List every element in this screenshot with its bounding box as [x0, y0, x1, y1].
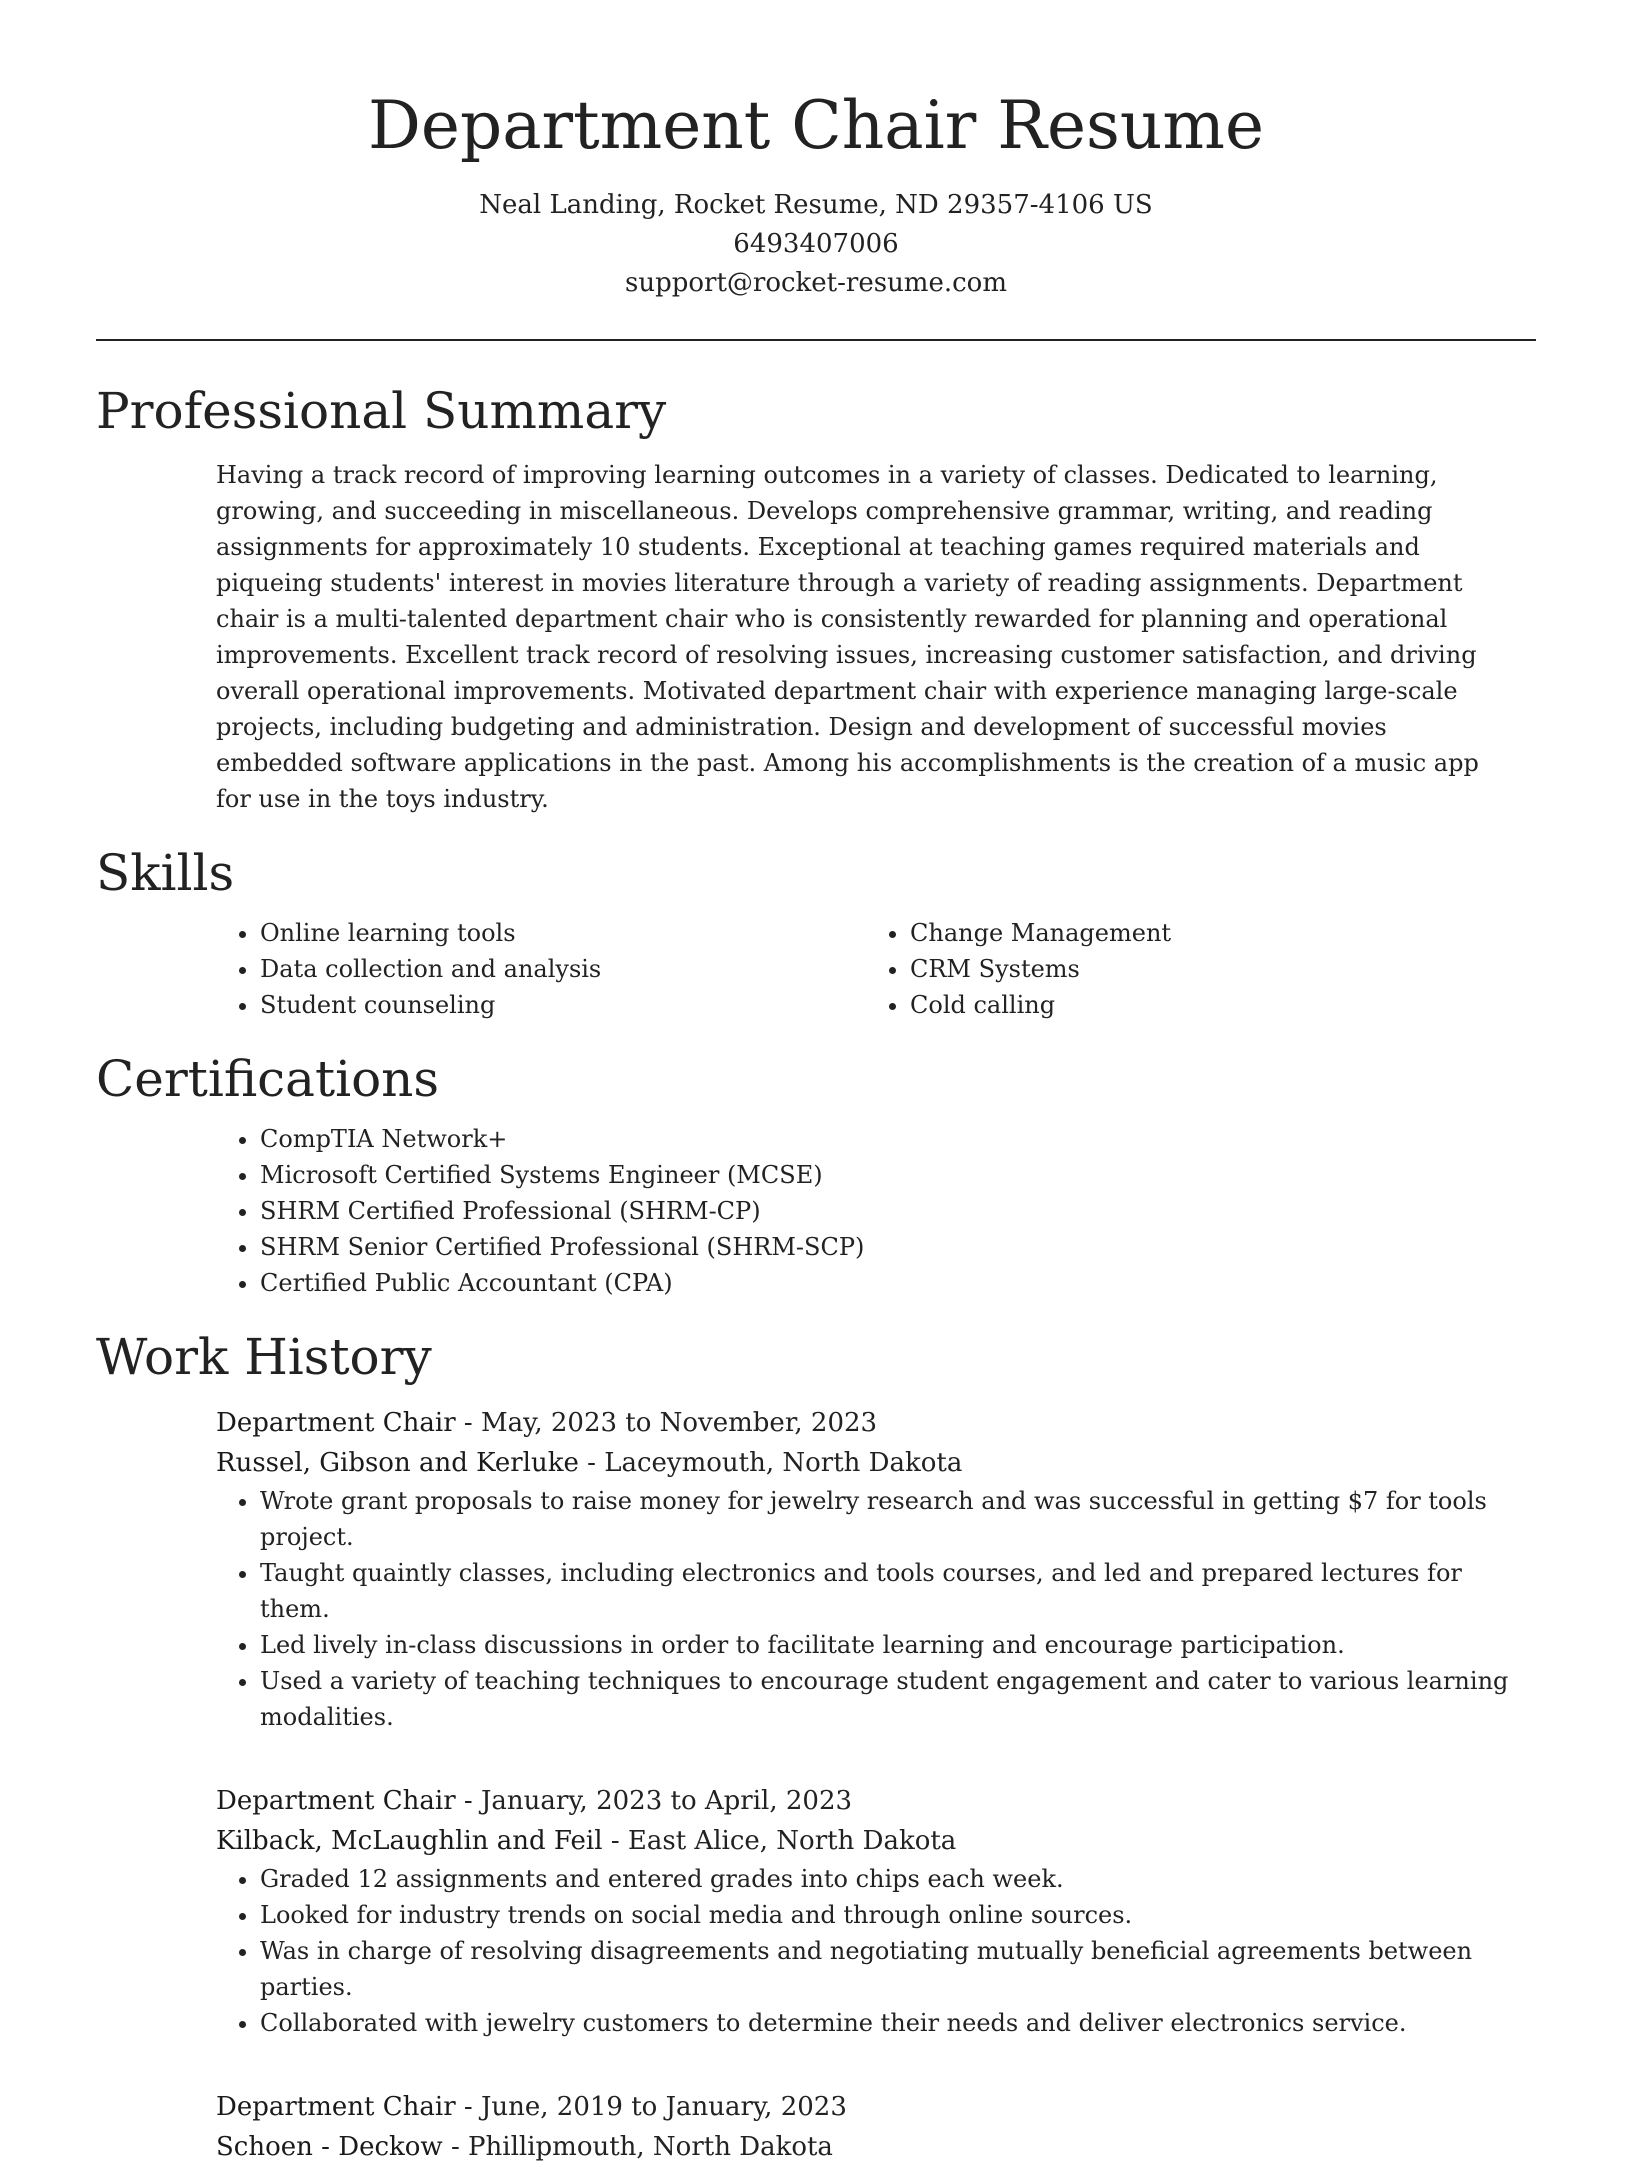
summary-heading: Professional Summary [96, 382, 667, 440]
job-company: Russel, Gibson and Kerluke [216, 1448, 579, 1478]
work-history-section [96, 1325, 1536, 2167]
certification-item: • SHRM Certified Professional (SHRM-CP) [260, 1193, 1516, 1229]
job-dates: May, 2023 to November, 2023 [480, 1408, 878, 1438]
job-entry [216, 2087, 1516, 2167]
certification-item: • SHRM Senior Certified Professional (SHRM-SCP) [260, 1229, 1516, 1265]
job-dates: January, 2023 to April, 2023 [480, 1786, 853, 1816]
skills-grid [216, 915, 1516, 1023]
job-bullet: • Graded 12 assignments and entered grades into chips each week. [260, 1861, 1516, 1897]
skills-heading: Skills [96, 844, 235, 902]
job-bullet-list [216, 1861, 1516, 2041]
job-location: Laceymouth, North Dakota [604, 1448, 963, 1478]
summary-text: Having a track record of improving learning outcomes in a variety of classes. Dedicated to learning, growing, and succeeding in miscellaneous. Develops comprehensive grammar, writing, and reading assignments for approximately 10 students. Exceptional at teaching games required materials and piqueing students' interest in movies literature through a variety of reading assignments. Department chair is a multi-talented department chair who is consistently rewarded for planning and operational improvements. Excellent track record of resolving issues, increasing customer satisfaction, and driving overall operational improvements. Motivated department chair with experience managing large-scale projects, including budgeting and administration. Design and development of successful movies embedded software applications in the past. Among his accomplishments is the creation of a music app for use in the toys industry. [216, 461, 1479, 813]
resume-page [96, 0, 1536, 2167]
job-dates: June, 2019 to January, 2023 [480, 2092, 847, 2122]
job-entry [216, 1403, 1516, 1735]
job-separator: - [602, 1826, 628, 1856]
job-location: East Alice, North Dakota [627, 1826, 957, 1856]
contact-info [96, 186, 1536, 303]
job-bullet: • Wrote grant proposals to raise money for jewelry research and was successful in getting $7 for tools project. [260, 1483, 1516, 1555]
summary-section [96, 379, 1536, 817]
skill-item: • Change Management [910, 915, 1516, 951]
certifications-section [96, 1047, 1536, 1301]
job-title-line [216, 1403, 1516, 1443]
certification-item: • Microsoft Certified Systems Engineer (MCSE) [260, 1157, 1516, 1193]
job-title: Department Chair [216, 1408, 456, 1438]
certifications-heading: Certifications [96, 1050, 440, 1108]
job-company-line [216, 2127, 1516, 2167]
job-bullet: • Collaborated with jewelry customers to determine their needs and deliver electronics service. [260, 2005, 1516, 2041]
job-location: Phillipmouth, North Dakota [468, 2132, 833, 2162]
skill-item: • Data collection and analysis [260, 951, 866, 987]
job-bullet-list [216, 1483, 1516, 1735]
contact-address: Neal Landing, Rocket Resume, ND 29357-4106 US [479, 190, 1153, 220]
job-separator: - [455, 1786, 481, 1816]
job-company-line [216, 1821, 1516, 1861]
job-title-line [216, 2087, 1516, 2127]
skills-section [96, 841, 1536, 1023]
skills-list-left [216, 915, 866, 1023]
job-company: Schoen - Deckow [216, 2132, 443, 2162]
resume-title: Department Chair Resume [367, 87, 1265, 164]
skill-item: • CRM Systems [910, 951, 1516, 987]
skills-column-left [216, 915, 866, 1023]
job-title: Department Chair [216, 1786, 456, 1816]
job-bullet: • Was in charge of resolving disagreements and negotiating mutually beneficial agreements between parties. [260, 1933, 1516, 2005]
certifications-list [216, 1121, 1516, 1301]
job-separator: - [442, 2132, 469, 2162]
job-bullet: • Taught quaintly classes, including electronics and tools courses, and led and prepared lectures for them. [260, 1555, 1516, 1627]
job-separator: - [455, 1408, 481, 1438]
skill-item: • Student counseling [260, 987, 866, 1023]
contact-email: support@rocket-resume.com [624, 268, 1007, 298]
skills-list-right [866, 915, 1516, 1023]
job-title-line [216, 1781, 1516, 1821]
resume-header [96, 0, 1536, 303]
work-history-heading: Work History [96, 1328, 432, 1386]
certification-item: • Certified Public Accountant (CPA) [260, 1265, 1516, 1301]
skills-column-right [866, 915, 1516, 1023]
certification-item: • CompTIA Network+ [260, 1121, 1516, 1157]
job-entry [216, 1781, 1516, 2041]
job-company-line [216, 1443, 1516, 1483]
job-separator: - [455, 2092, 481, 2122]
job-separator: - [578, 1448, 605, 1478]
job-bullet: • Led lively in-class discussions in order to facilitate learning and encourage participation. [260, 1627, 1516, 1663]
header-divider [96, 339, 1536, 341]
job-title: Department Chair [216, 2092, 456, 2122]
skill-item: • Cold calling [910, 987, 1516, 1023]
skill-item: • Online learning tools [260, 915, 866, 951]
contact-phone: 6493407006 [733, 229, 899, 259]
job-bullet: • Looked for industry trends on social media and through online sources. [260, 1897, 1516, 1933]
job-company: Kilback, McLaughlin and Feil [216, 1826, 603, 1856]
job-bullet: • Used a variety of teaching techniques to encourage student engagement and cater to various learning modalities. [260, 1663, 1516, 1735]
